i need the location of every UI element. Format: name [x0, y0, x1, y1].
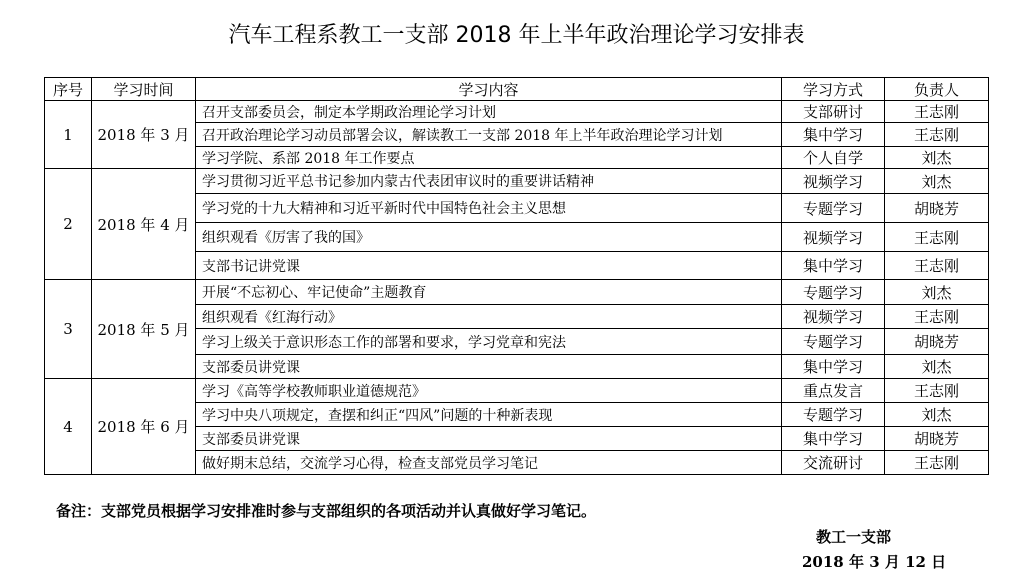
header-time: 学习时间 [92, 78, 196, 101]
cell-method: 支部研讨 [782, 101, 885, 123]
cell-no: 4 [45, 379, 92, 475]
cell-person: 刘杰 [885, 403, 989, 427]
document-title: 汽车工程系教工一支部 2018 年上半年政治理论学习安排表 [228, 23, 805, 48]
header-content: 学习内容 [196, 78, 782, 101]
cell-no: 1 [45, 101, 92, 169]
cell-person: 王志刚 [885, 305, 989, 329]
signature-date: 2018 年 3 月 12 日 [802, 553, 947, 571]
cell-person: 王志刚 [885, 451, 989, 475]
table-header-row [45, 78, 989, 101]
cell-content: 支部书记讲党课 [196, 252, 782, 280]
cell-no: 3 [45, 280, 92, 379]
cell-method: 集中学习 [782, 427, 885, 451]
cell-content: 做好期末总结，交流学习心得，检查支部党员学习笔记 [196, 451, 782, 475]
cell-time: 2018 年 6 月 [92, 379, 196, 475]
cell-content: 组织观看《红海行动》 [196, 305, 782, 329]
cell-person: 王志刚 [885, 123, 989, 147]
schedule-table [44, 77, 989, 475]
cell-method: 专题学习 [782, 403, 885, 427]
cell-content: 学习学院、系部 2018 年工作要点 [196, 147, 782, 169]
cell-method: 专题学习 [782, 194, 885, 223]
cell-method: 集中学习 [782, 252, 885, 280]
cell-person: 刘杰 [885, 147, 989, 169]
table-row [45, 169, 989, 194]
cell-person: 刘杰 [885, 355, 989, 379]
table-row [45, 280, 989, 305]
cell-person: 王志刚 [885, 223, 989, 252]
cell-time: 2018 年 5 月 [92, 280, 196, 379]
cell-method: 视频学习 [782, 305, 885, 329]
cell-method: 个人自学 [782, 147, 885, 169]
cell-content: 支部委员讲党课 [196, 427, 782, 451]
cell-content: 召开支部委员会，制定本学期政治理论学习计划 [196, 101, 782, 123]
cell-method: 交流研讨 [782, 451, 885, 475]
cell-content: 开展“不忘初心、牢记使命”主题教育 [196, 280, 782, 305]
cell-content: 学习上级关于意识形态工作的部署和要求，学习党章和宪法 [196, 329, 782, 355]
cell-method: 视频学习 [782, 223, 885, 252]
table-row [45, 101, 989, 123]
cell-content: 组织观看《厉害了我的国》 [196, 223, 782, 252]
cell-content: 学习中央八项规定，查摆和纠正“四风”问题的十种新表现 [196, 403, 782, 427]
cell-content: 支部委员讲党课 [196, 355, 782, 379]
header-no: 序号 [45, 78, 92, 101]
cell-person: 王志刚 [885, 252, 989, 280]
header-person: 负责人 [885, 78, 989, 101]
cell-person: 刘杰 [885, 169, 989, 194]
cell-method: 重点发言 [782, 379, 885, 403]
remark-note: 备注：支部党员根据学习安排准时参与支部组织的各项活动并认真做好学习笔记。 [56, 502, 597, 520]
cell-method: 集中学习 [782, 123, 885, 147]
cell-time: 2018 年 3 月 [92, 101, 196, 169]
cell-person: 胡晓芳 [885, 329, 989, 355]
header-method: 学习方式 [782, 78, 885, 101]
table-body [45, 101, 989, 475]
cell-no: 2 [45, 169, 92, 280]
cell-method: 集中学习 [782, 355, 885, 379]
cell-person: 刘杰 [885, 280, 989, 305]
cell-method: 专题学习 [782, 280, 885, 305]
cell-person: 王志刚 [885, 379, 989, 403]
cell-content: 学习党的十九大精神和习近平新时代中国特色社会主义思想 [196, 194, 782, 223]
cell-person: 胡晓芳 [885, 427, 989, 451]
cell-content: 学习《高等学校教师职业道德规范》 [196, 379, 782, 403]
cell-content: 学习贯彻习近平总书记参加内蒙古代表团审议时的重要讲话精神 [196, 169, 782, 194]
cell-method: 专题学习 [782, 329, 885, 355]
cell-person: 王志刚 [885, 101, 989, 123]
cell-content: 召开政治理论学习动员部署会议，解读教工一支部 2018 年上半年政治理论学习计划 [196, 123, 782, 147]
table-row [45, 379, 989, 403]
cell-method: 视频学习 [782, 169, 885, 194]
signature-organization: 教工一支部 [816, 528, 892, 546]
cell-person: 胡晓芳 [885, 194, 989, 223]
cell-time: 2018 年 4 月 [92, 169, 196, 280]
